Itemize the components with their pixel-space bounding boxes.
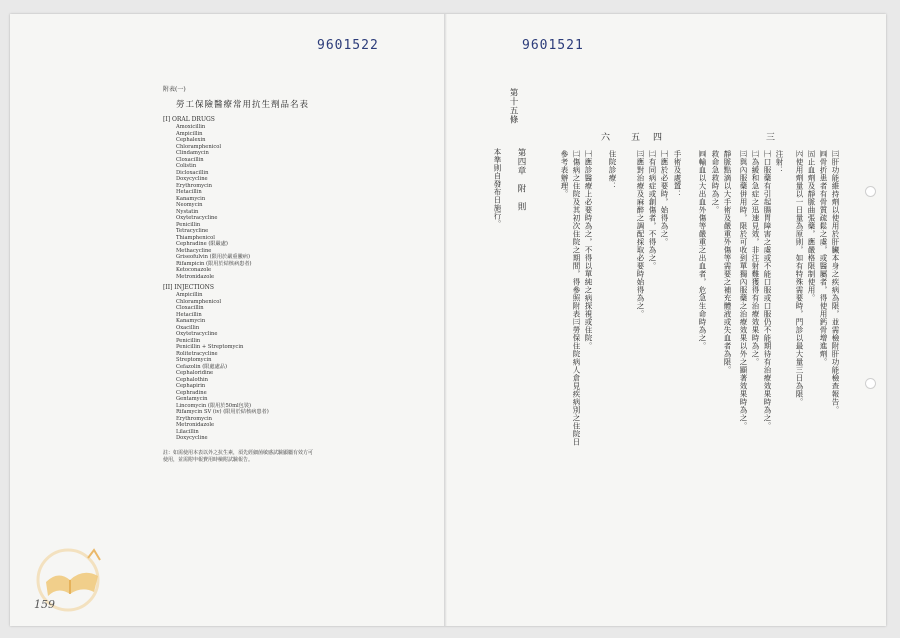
drug-item: Rifampicin (限用於結核病患者) — [176, 260, 252, 267]
drug-item: Penicillin — [176, 337, 201, 344]
drug-item: Clindamycin — [176, 150, 209, 156]
text-column: ㈣骨折患者有骨質疏鬆之虞，或醫屬者，得使用鈣骨增進劑。 — [819, 150, 828, 366]
text-column: ㈢應對治療及麻醉之調配採取必要時始得為之。 — [636, 150, 645, 318]
text-column: 救命急救時為之。 — [711, 150, 720, 214]
drug-item: Penicillin + Streptomycin — [176, 344, 244, 350]
drug-item: Lilacillin — [176, 428, 199, 435]
text-column: ㈢肝功能維持劑以使用於肝臟本身之疾病為限，並需檢附肝功能檢查報告。 — [831, 150, 840, 414]
drug-item: Griseofulvin (限用於嚴重黴病) — [176, 254, 250, 260]
article-number: 第十五條 — [508, 88, 518, 124]
text-column: ㈣輸血以大出血外傷等嚴重之出血者，危急生命時為之。 — [698, 150, 707, 350]
drug-item: Methacycline — [176, 247, 212, 254]
drug-item: Dicloxacillin — [176, 169, 209, 176]
drug-item: Metronidazole — [176, 273, 215, 280]
document-stamp-right: 9601521 — [522, 38, 584, 53]
page-fold — [444, 14, 447, 626]
text-column: ㈤止血劑及靜脈曲張藥，應嚴格限制使用。 — [807, 150, 816, 302]
drug-item: Ampicillin — [176, 292, 203, 298]
drug-item: Cephradine — [176, 389, 207, 396]
drug-item: Erythromycin — [176, 182, 212, 189]
drug-item: Metronidazole — [176, 422, 215, 428]
chapter-heading: 第四章 附 則 — [516, 148, 526, 211]
text-column: ㈠口服藥有引起腸胃障害之虞或不能口服或口服仍不能期待有治療效果時為之。 — [763, 150, 772, 430]
injections-heading: [II] INJECTIONS — [163, 284, 214, 291]
drug-item: Rolitetracycline — [176, 350, 218, 357]
drug-item: Doxycycline — [176, 176, 208, 182]
drug-item: Streptomycin — [176, 357, 212, 363]
item-number: 六 — [599, 132, 609, 141]
drug-item: Ketoconazole — [176, 267, 212, 273]
drug-item: Colistin — [176, 163, 197, 169]
item-number: 三 — [764, 132, 774, 141]
item-number: 五 — [629, 132, 639, 141]
article-text: 本準則自發布日施行。 — [493, 148, 502, 228]
drug-item: Hetacillin — [176, 189, 202, 195]
drug-item: Erythromycin — [176, 415, 212, 422]
injection-drug-list — [176, 292, 269, 442]
drug-item: Cloxacillin — [176, 156, 204, 163]
oral-drugs-heading: [I] ORAL DRUGS — [163, 116, 215, 123]
drug-item: Chloramphenicol — [176, 298, 222, 305]
text-column: ㈡有同病症或創傷者，不得為之。 — [648, 150, 657, 270]
text-column: 手術及處置： — [673, 150, 682, 198]
drug-item: Thiamphenicol — [176, 234, 215, 241]
drug-item: Hetacillin — [176, 311, 202, 318]
drug-item: Kanamycin — [176, 318, 206, 324]
drug-item: Kanamycin — [176, 195, 206, 202]
drug-item: Chloramphenicol — [176, 143, 222, 150]
binder-hole — [865, 186, 876, 197]
drug-item: Cephalexin — [176, 137, 206, 143]
document-stamp-left: 9601522 — [317, 38, 379, 53]
drug-item: Penicillin — [176, 221, 201, 228]
drug-item: Oxytetracycline — [176, 331, 218, 337]
text-column: ㈡為緩和急症之迅速見效，非注射難獲得有治療效果時為之。 — [751, 150, 760, 366]
drug-item: Oxacillin — [176, 324, 200, 331]
drug-item: Ampicillin — [176, 130, 203, 137]
drug-item: Gentamycin — [176, 396, 208, 402]
text-column: ㈠應診醫療上必要時為之，不得以單純之病探視或住院。 — [584, 150, 593, 350]
footnote: 註：如需使用本表以外之抗生素，須先經細菌敏感試驗顯屬有效方可使用，並需附申報費用時檢附試驗報告。 — [163, 450, 314, 463]
drug-item: Tetracycline — [176, 228, 209, 234]
text-column: 住院診療： — [608, 150, 617, 190]
drug-item: Lincomycin (限用於50ml包裝) — [176, 402, 252, 409]
item-number: 四 — [651, 132, 661, 141]
text-column: 注射： — [775, 150, 784, 174]
document-title: 勞工保險醫療常用抗生劑品名表 — [176, 100, 310, 110]
drug-item: Nystatin — [176, 208, 199, 215]
drug-item: Cephradine (限嚴處) — [176, 241, 228, 247]
drug-item: Cloxacillin — [176, 305, 204, 311]
drug-item: Rifamycin SV (iv) (限用於結核病患者) — [176, 409, 269, 415]
oral-drug-list — [176, 124, 252, 280]
drug-item: Doxycycline — [176, 435, 208, 441]
drug-item: Cephalothin — [176, 376, 209, 383]
drug-item: Cephaloridine — [176, 370, 214, 376]
text-column: ㈢與內服藥併用時，限於可收到單獨內服藥之治療效果以外之顯著效果時為之。 — [739, 150, 748, 430]
text-column: ㈥使用劑量以一日量為原則，如有特殊需要時，門診以最大量三日為限。 — [795, 150, 804, 406]
drug-item: Neomycin — [176, 202, 203, 208]
text-column: 參考表辦理。 — [560, 150, 569, 198]
drug-item: Cefazolin (限處處品) — [176, 363, 228, 370]
text-column: 靜脈點滴以大手術及嚴重外傷等需要之補充體液或失血者為限。 — [723, 150, 732, 374]
drug-item: Cephapirin — [176, 383, 206, 389]
drug-item: Amoxicillin — [176, 124, 206, 130]
drug-item: Oxytetracycline — [176, 215, 218, 221]
annex-label: 附表(一) — [163, 86, 186, 93]
page-number: 159 — [34, 598, 55, 611]
text-column: ㈡傷病之住院及其初次住院之期間，得參照附表㈢勞保住院病人倉見疾病別之住院日 — [572, 150, 581, 446]
text-column: ㈠應於必要時，始得為之。 — [660, 150, 669, 246]
binder-hole — [865, 378, 876, 389]
